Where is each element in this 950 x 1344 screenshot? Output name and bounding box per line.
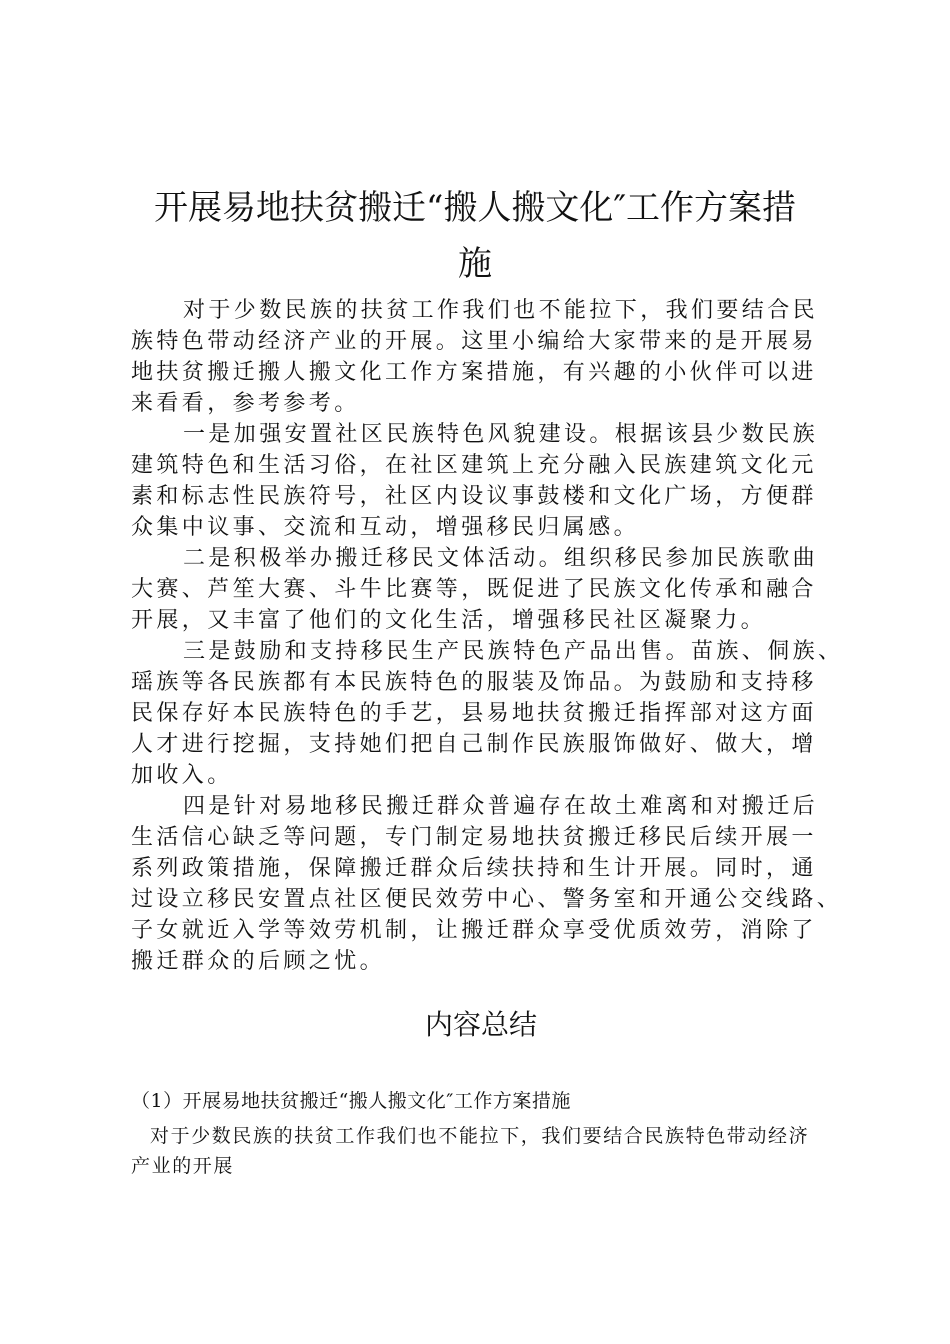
paragraph-1-line: 来看看，参考参考。 xyxy=(131,391,360,416)
summary-text-line: 对于少数民族的扶贫工作我们也不能拉下，我们要结合民族特色带动经济 xyxy=(150,1125,810,1147)
paragraph-5-line: 系列政策措施，保障搬迁群众后续扶持和生计开展。同时，通 xyxy=(131,856,817,881)
summary-text-line: 产业的开展 xyxy=(131,1155,235,1177)
paragraph-2-line: 素和标志性民族符号，社区内设议事鼓楼和文化广场，方便群 xyxy=(131,484,817,509)
paragraph-4-line: 人才进行挖掘，支持她们把自己制作民族服饰做好、做大，增 xyxy=(131,732,817,757)
paragraph-4-line: 瑶族等各民族都有本民族特色的服装及饰品。为鼓励和支持移 xyxy=(131,670,817,695)
summary-section xyxy=(131,1085,851,1182)
paragraph-5-line: 搬迁群众的后顾之忧。 xyxy=(131,949,386,974)
paragraph-5-line: 过设立移民安置点社区便民效劳中心、警务室和开通公交线路、 xyxy=(131,887,843,912)
paragraph-4-line: 加收入。 xyxy=(131,763,233,788)
paragraph-5-line: 子女就近入学等效劳机制，让搬迁群众享受优质效劳，消除了 xyxy=(131,918,817,943)
paragraph-2-line: 众集中议事、交流和互动，增强移民归属感。 xyxy=(131,515,640,540)
summary-heading: 内容总结 xyxy=(424,1008,537,1041)
paragraph-1-line: 地扶贫搬迁搬人搬文化工作方案措施，有兴趣的小伙伴可以进 xyxy=(131,360,817,385)
paragraph-3-line: 二是积极举办搬迁移民文体活动。组织移民参加民族歌曲 xyxy=(183,546,819,571)
paragraph-5-line: 生活信心缺乏等问题，专门制定易地扶贫搬迁移民后续开展一 xyxy=(131,825,817,850)
summary-item-title: （1）开展易地扶贫搬迁“搬人搬文化″工作方案措施 xyxy=(131,1090,571,1112)
paragraph-2-line: 建筑特色和生活习俗，在社区建筑上充分融入民族建筑文化元 xyxy=(131,453,817,478)
document-body xyxy=(131,295,851,977)
title-line: 开展易地扶贫搬迁“搬人搬文化″工作方案措 xyxy=(153,188,797,228)
paragraph-1-line: 对于少数民族的扶贫工作我们也不能拉下，我们要结合民 xyxy=(183,298,819,323)
title-line: 施 xyxy=(458,244,492,284)
paragraph-5-line: 四是针对易地移民搬迁群众普遍存在故土难离和对搬迁后 xyxy=(183,794,819,819)
paragraph-1-line: 族特色带动经济产业的开展。这里小编给大家带来的是开展易 xyxy=(131,329,817,354)
paragraph-2-line: 一是加强安置社区民族特色风貌建设。根据该县少数民族 xyxy=(183,422,819,447)
paragraph-4-line: 三是鼓励和支持移民生产民族特色产品出售。苗族、侗族、 xyxy=(183,639,844,664)
paragraph-3-line: 开展，又丰富了他们的文化生活，增强移民社区凝聚力。 xyxy=(131,608,767,633)
paragraph-3-line: 大赛、芦笙大赛、斗牛比赛等，既促进了民族文化传承和融合 xyxy=(131,577,817,602)
document-title xyxy=(100,180,850,292)
paragraph-4-line: 民保存好本民族特色的手艺，县易地扶贫搬迁指挥部对这方面 xyxy=(131,701,817,726)
